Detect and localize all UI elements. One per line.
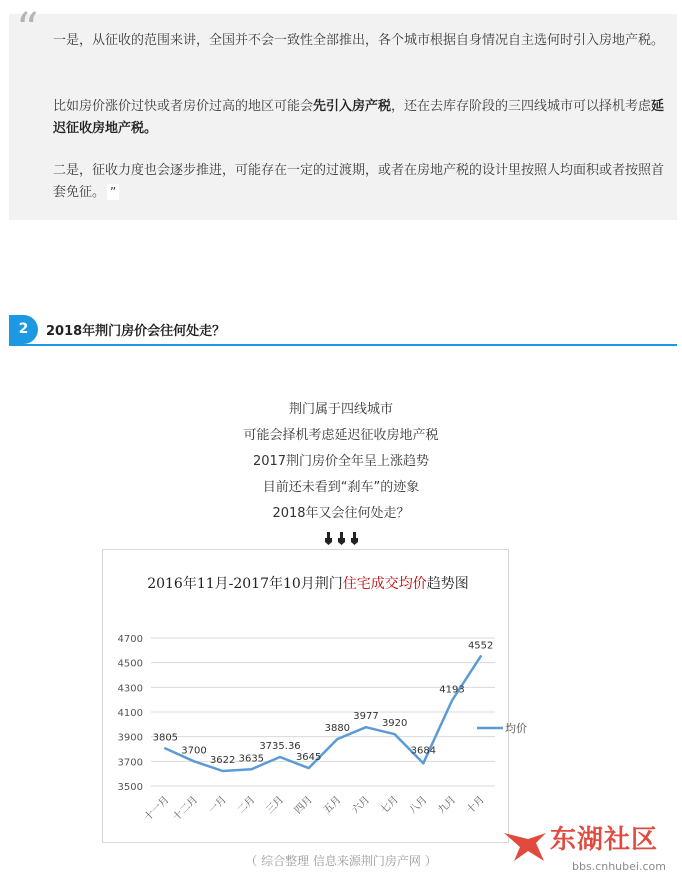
x-tick-label: 九月 <box>436 794 459 817</box>
watermark-logo-icon <box>498 825 550 865</box>
pointing-down-icon <box>351 532 358 545</box>
intro-line-3: 2017荆门房价全年呈上涨趋势 <box>252 454 430 469</box>
x-tick-label: 六月 <box>350 794 373 817</box>
section-title: 2018年荆门房价会往何处走？ <box>46 324 226 339</box>
y-tick-label: 4100 <box>117 708 143 719</box>
section-heading <box>9 314 677 346</box>
data-label: 4193 <box>439 684 465 696</box>
quote-paragraph-3: 二是，征收力度也会逐步推进，可能存在一定的过渡期，或者在房地产税的设计里按照人均面积或者按照首套免征。 ” <box>53 163 665 200</box>
x-tick-label: 三月 <box>264 794 287 817</box>
watermark <box>498 823 682 881</box>
quote-paragraph-1: 一是，从征收的范围来讲，全国并不会一致性全部推出，各个城市根据自身情况自主选何时引入房地产税。 <box>53 33 665 48</box>
chart-title <box>147 575 469 592</box>
intro-line-2: 可能会择机考虑延迟征收房地产税 <box>243 428 439 443</box>
pointing-down-icon <box>325 532 332 545</box>
data-label: 3880 <box>324 723 351 735</box>
data-label: 4552 <box>467 640 494 652</box>
data-label: 3920 <box>381 718 408 730</box>
quote-open-icon: “ <box>16 4 39 55</box>
x-tick-label: 五月 <box>321 794 344 817</box>
x-tick-label: 十月 <box>464 794 487 817</box>
intro-line-4: 目前还未看到“刹车”的迹象 <box>262 480 420 495</box>
y-tick-label: 3500 <box>117 782 143 793</box>
data-label: 3735.36 <box>259 740 301 752</box>
chart-title-part-c: 趋势图 <box>426 576 469 592</box>
chart-title-part-a: 2016年11月-2017年10月荆门 <box>147 576 343 592</box>
watermark-url: bbs.cnhubei.com <box>572 860 666 873</box>
chart-svg <box>103 550 527 842</box>
pointing-down-icon <box>338 532 345 545</box>
x-tick-label: 一月 <box>206 794 229 817</box>
y-tick-label: 3700 <box>117 757 143 769</box>
quote-paragraph-2: 比如房价涨价过快或者房价过高的地区可能会先引入房产税，还在去库存阶段的三四线城市可以择机考虑延迟征收房地产税。 <box>53 99 665 136</box>
watermark-name: 东湖社区 <box>550 825 659 855</box>
quote-block <box>9 4 677 220</box>
section-number-badge: 2 <box>9 315 38 344</box>
quote-bold-2: 延迟征收房地产税。 <box>53 99 665 136</box>
data-label: 3977 <box>353 711 379 723</box>
data-label: 3645 <box>295 752 322 764</box>
x-tick-label: 二月 <box>235 794 258 817</box>
x-tick-label: 四月 <box>292 794 315 817</box>
x-tick-label: 七月 <box>378 794 401 817</box>
intro-line-5: 2018年又会往何处走？ <box>272 506 410 521</box>
x-tick-label: 十二月 <box>171 794 201 824</box>
price-trend-chart <box>102 549 527 843</box>
section-underline <box>9 344 677 346</box>
y-tick-label: 3900 <box>117 732 143 744</box>
quote-close-mark: ” <box>107 184 119 200</box>
x-tick-label: 八月 <box>407 794 430 817</box>
quote-bold-1: 先引入房产税 <box>313 99 392 114</box>
data-label: 3805 <box>152 732 179 744</box>
source-caption: （ 综合整理 信息来源荆门房产网 ） <box>245 854 437 868</box>
y-tick-label: 4700 <box>117 634 143 645</box>
pointing-down-icons <box>324 531 364 545</box>
intro-line-1: 荆门属于四线城市 <box>288 402 393 417</box>
y-tick-label: 4300 <box>117 683 143 695</box>
x-tick-label: 十一月 <box>142 794 172 824</box>
data-label: 3684 <box>410 745 437 757</box>
y-tick-label: 4500 <box>117 658 143 670</box>
legend-label: 均价 <box>505 722 527 735</box>
data-label: 3635 <box>238 753 265 765</box>
chart-title-part-b: 住宅成交均价 <box>342 576 427 592</box>
data-label: 3700 <box>181 745 207 757</box>
data-label: 3622 <box>209 754 236 766</box>
